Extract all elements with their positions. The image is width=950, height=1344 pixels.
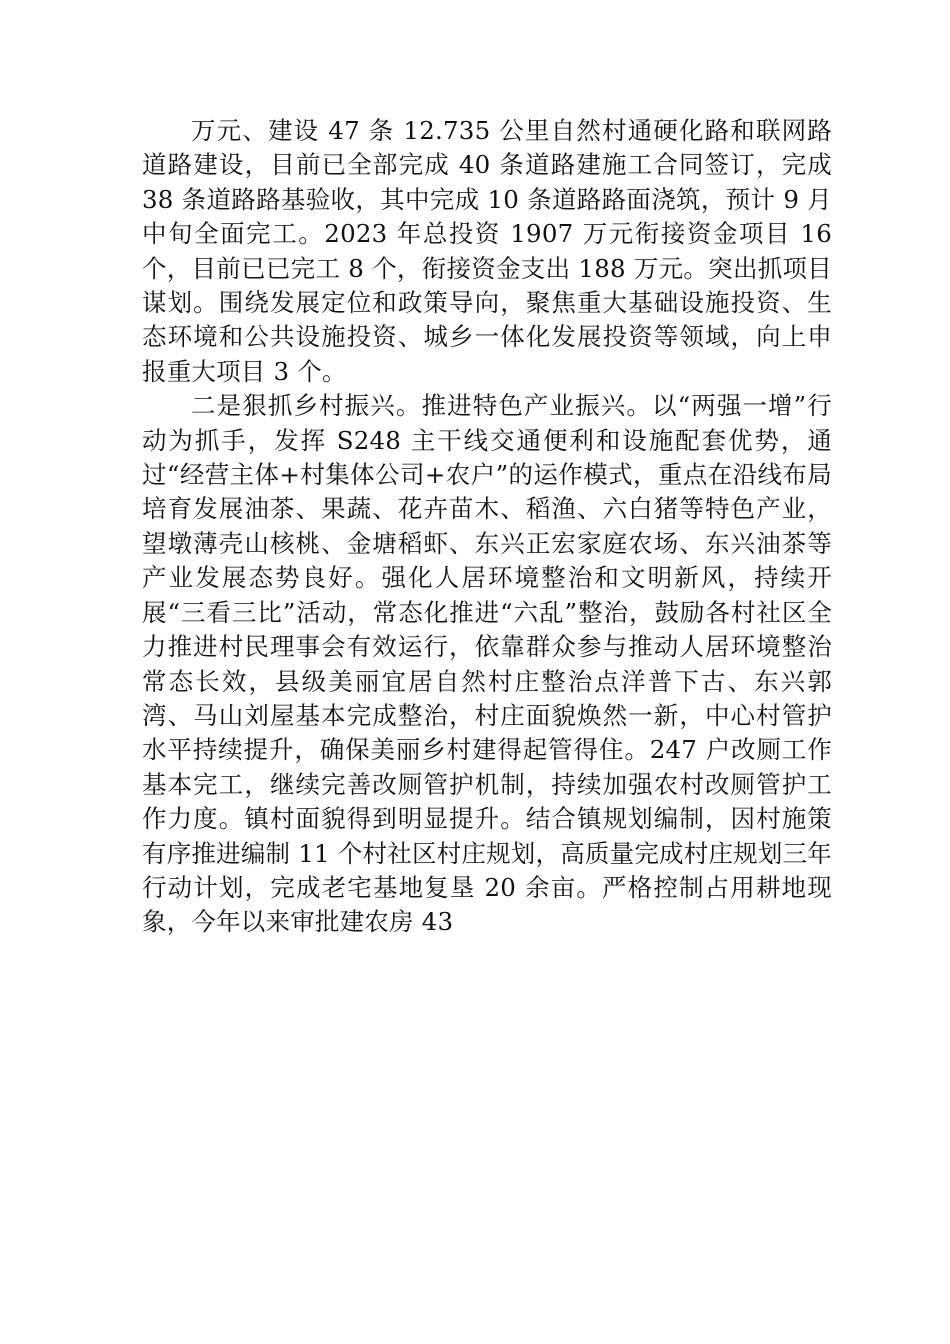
paragraph-road-construction: 万元、建设 47 条 12.735 公里自然村通硬化路和联网路道路建设，目前已全部完成 40 条道路建施工合同签订，完成 38 条道路路基验收，其中完成 10 条道路路面浇筑，预计 9 月中旬全面完工。2023 年总投资 1907 万元衔接资金项目 16 个，目前已已完工 8 个，衔接资金支出 188 万元。突出抓项目谋划。围绕发展定位和政策导向，聚焦重大基础设施投资、生态环境和公共设施投资、城乡一体化发展投资等领域，向上申报重大项目 3 个。	[142, 116, 832, 386]
document-body	[142, 114, 832, 940]
paragraph-rural-revitalization: 二是狠抓乡村振兴。推进特色产业振兴。以“两强一增”行动为抓手，发挥 S248 主干线交通便利和设施配套优势，通过“经营主体+村集体公司+农户”的运作模式，重点在沿线布局培育发展油茶、果蔬、花卉苗木、稻渔、六白猪等特色产业，望墩薄壳山核桃、金塘稻虾、东兴正宏家庭农场、东兴油茶等产业发展态势良好。强化人居环境整治和文明新风，持续开展“三看三比”活动，常态化推进“六乱”整治，鼓励各村社区全力推进村民理事会有效运行，依靠群众参与推动人居环境整治常态长效，县级美丽宜居自然村庄整治点洋普下古、东兴郭湾、马山刘屋基本完成整治，村庄面貌焕然一新，中心村管护水平持续提升，确保美丽乡村建得起管得住。247 户改厕工作基本完工，继续完善改厕管护机制，持续加强农村改厕管护工作力度。镇村面貌得到明显提升。结合镇规划编制，因村施策有序推进编制 11 个村社区村庄规划，高质量完成村庄规划三年行动计划，完成老宅基地复垦 20 余亩。严格控制占用耕地现象，今年以来审批建农房 43	[142, 391, 832, 937]
